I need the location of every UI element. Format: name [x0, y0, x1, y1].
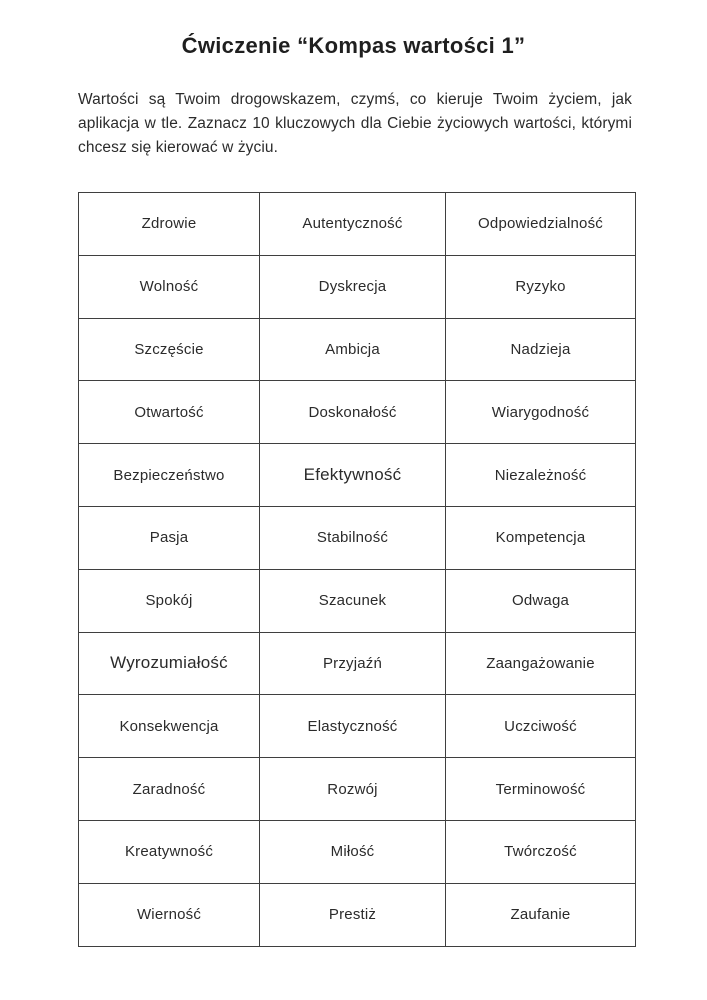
- value-cell: Wyrozumiałość: [79, 632, 260, 695]
- value-cell: Kreatywność: [79, 820, 260, 883]
- intro-paragraph: Wartości są Twoim drogowskazem, czymś, co kieruje Twoim życiem, jak aplikacja w tle. Zaznacz 10 kluczowych dla Ciebie życiowych wartości, którymi chcesz się kierować w życiu.: [78, 91, 632, 156]
- value-cell: Zaufanie: [446, 883, 636, 946]
- value-cell: Wierność: [79, 883, 260, 946]
- value-cell: Ambicja: [260, 318, 446, 381]
- value-cell: Doskonałość: [260, 381, 446, 444]
- value-cell: Zaangażowanie: [446, 632, 636, 695]
- table-row: [79, 444, 636, 507]
- value-cell: Niezależność: [446, 444, 636, 507]
- value-cell: Szczęście: [79, 318, 260, 381]
- table-row: [79, 695, 636, 758]
- table-row: [79, 758, 636, 821]
- value-cell: Stabilność: [260, 506, 446, 569]
- value-cell: Terminowość: [446, 758, 636, 821]
- page-title: Ćwiczenie “Kompas wartości 1”: [181, 33, 526, 58]
- value-cell: Konsekwencja: [79, 695, 260, 758]
- value-cell: Spokój: [79, 569, 260, 632]
- value-cell: Uczciwość: [446, 695, 636, 758]
- table-row: [79, 820, 636, 883]
- table-row: [79, 193, 636, 256]
- table-row: [79, 381, 636, 444]
- value-cell: Ryzyko: [446, 255, 636, 318]
- value-cell: Bezpieczeństwo: [79, 444, 260, 507]
- table-row: [79, 883, 636, 946]
- table-row: [79, 506, 636, 569]
- value-cell: Twórczość: [446, 820, 636, 883]
- table-row: [79, 318, 636, 381]
- value-cell: Pasja: [79, 506, 260, 569]
- value-cell: Dyskrecja: [260, 255, 446, 318]
- value-cell: Miłość: [260, 820, 446, 883]
- value-cell: Wolność: [79, 255, 260, 318]
- value-cell: Efektywność: [260, 444, 446, 507]
- value-cell: Zdrowie: [79, 193, 260, 256]
- value-cell: Autentyczność: [260, 193, 446, 256]
- values-table: [78, 192, 636, 947]
- value-cell: Rozwój: [260, 758, 446, 821]
- value-cell: Nadzieja: [446, 318, 636, 381]
- table-row: [79, 255, 636, 318]
- value-cell: Otwartość: [79, 381, 260, 444]
- value-cell: Szacunek: [260, 569, 446, 632]
- value-cell: Prestiż: [260, 883, 446, 946]
- value-cell: Zaradność: [79, 758, 260, 821]
- value-cell: Odwaga: [446, 569, 636, 632]
- value-cell: Przyjaźń: [260, 632, 446, 695]
- value-cell: Kompetencja: [446, 506, 636, 569]
- value-cell: Wiarygodność: [446, 381, 636, 444]
- table-row: [79, 569, 636, 632]
- value-cell: Odpowiedzialność: [446, 193, 636, 256]
- value-cell: Elastyczność: [260, 695, 446, 758]
- table-row: [79, 632, 636, 695]
